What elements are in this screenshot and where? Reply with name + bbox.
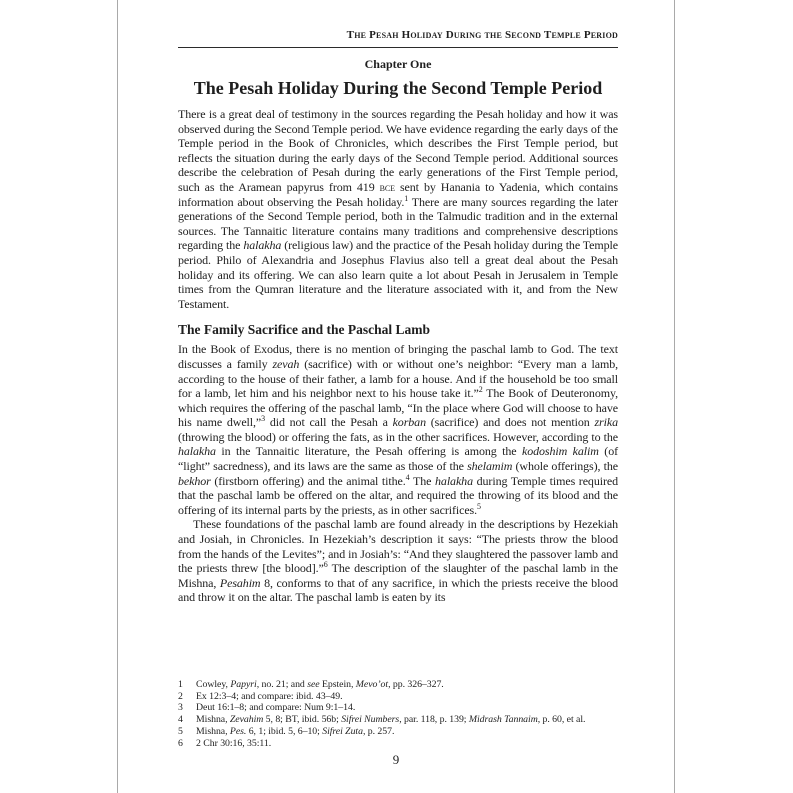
footnote-text: Cowley, Papyri, no. 21; and see Epstein, Mevo’ot, pp. 326–327. xyxy=(196,679,444,690)
footnote-row xyxy=(178,726,621,738)
running-header: The Pesah Holiday During the Second Temple Period xyxy=(346,29,618,41)
footnote-text: Mishna, Pes. 6, 1; ibid. 5, 6–10; Sifrei Zuta, p. 257. xyxy=(196,725,395,737)
header-rule xyxy=(178,47,618,48)
chapter-title: The Pesah Holiday During the Second Temple Period xyxy=(193,78,603,98)
footnote-number: 5 xyxy=(178,725,183,737)
footnote-number: 6 xyxy=(178,737,183,749)
intro-paragraph: There is a great deal of testimony in the sources regarding the Pesah holiday and how it was observed during the Second Temple period. We have evidence regarding the early days of the Temple period in the Book of Chronicles, which describes the First Temple period, but reflects the situation during the early days of the Second Temple period. Additional sources describe the celebration of Pesah during the early generations of the First Temple period, such as the Aramean papyrus from 419 BCE sent by Hanania to Yadenia, which contains information about observing the Pesah holiday.$^1$ There are many sources regarding the later generations of the Second Temple period, both in the Talmudic tradition and in the external sources. The Tannaitic literature contains many traditions and comprehensive descriptions regarding the halakha (religious law) and the practice of the Pesah holiday during the Temple period. Philo of Alexandria and Josephus Flavius also tell a great deal about the Pesah holiday and its offering. We can also learn quite a lot about Pesah in Jerusalem in Temple times from the Qumran literature and the literature associated with it, and from the New Testament. xyxy=(178,107,618,311)
section-heading: The Family Sacrifice and the Paschal Lamb xyxy=(178,322,430,338)
page-content xyxy=(178,29,618,605)
footnote-text: Mishna, Zevahim 5, 8; BT, ibid. 56b; Sifrei Numbers, par. 118, p. 139; Midrash Tannaim, p. 60, et al. xyxy=(196,714,586,726)
footnote-text: Ex 12:3–4; and compare: ibid. 43–49. xyxy=(196,690,343,702)
section-paragraph: These foundations of the paschal lamb are found already in the descriptions by Hezekiah and Josiah, in Chronicles. In Hezekiah’s description it says: “The priests throw the blood from the hands of the Levites”; and in Josiah’s: “And they slaughtered the passover lamb and the priests threw [the blood].”$^6$ The description of the slaughter of the paschal lamb in the Mishna, Pesahim 8, conforms to that of any sacrifice, in which the priests receive the blood and throw it on the altar. The paschal lamb is eaten by its xyxy=(178,517,619,605)
footnote-number: 1 xyxy=(178,679,183,690)
footnote-number: 4 xyxy=(178,714,183,726)
footnote-row xyxy=(178,691,621,703)
footnote-row xyxy=(178,702,621,714)
footnote-number: 3 xyxy=(178,702,183,714)
page-number: 9 xyxy=(392,752,400,767)
footnote-text: Deut 16:1–8; and compare: Num 9:1–14. xyxy=(196,702,356,714)
footnote-row xyxy=(178,738,621,750)
section-paragraph: In the Book of Exodus, there is no mention of bringing the paschal lamb to God. The text discusses a family zevah (sacrifice) with or without one’s neighbor: “Every man a lamb, according to the house of their father, a lamb for a house. And if the household be too small for a lamb, let him and his neighbor next to his house take it.”$^2$ The Book of Deuteronomy, which requires the offering of the paschal lamb, “In the place where God will choose to have his name dwell,”$^3$ did not call the Pesah a korban (sacrifice) and does not mention zrika (throwing the blood) or offering the fats, as in the other sacrifices. However, according to the halakha in the Tannaitic literature, the Pesah offering is among the kodoshim kalim (of “light” sacredness), and its laws are the same as those of the shelamim (whole offerings), the bekhor (firstborn offering) and the animal tithe.$^4$ The halakha during Temple times required that the paschal lamb be offered on the altar, and required the throwing of its blood and the offering of its internal parts by the priests, as in other sacrifices.$^5$ xyxy=(178,342,618,517)
footnotes-block xyxy=(178,679,621,749)
footnote-row xyxy=(178,679,621,691)
chapter-label: Chapter One xyxy=(364,57,432,71)
footnote-number: 2 xyxy=(178,690,183,702)
footnote-row xyxy=(178,714,621,726)
book-page xyxy=(117,0,675,793)
footnote-text: 2 Chr 30:16, 35:11. xyxy=(196,737,272,749)
